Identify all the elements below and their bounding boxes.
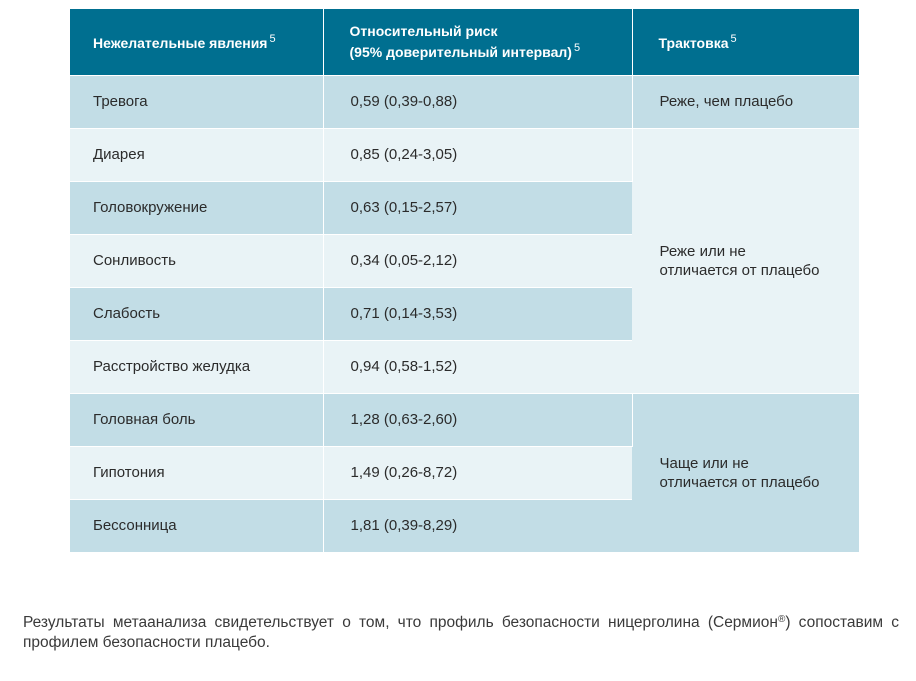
event-cell: Гипотония xyxy=(70,446,323,499)
header-interpretation: Трактовка $^5$ xyxy=(632,9,859,75)
header-adverse-events: Нежелательные явления $^5$ xyxy=(70,9,323,75)
header-ref: 5 xyxy=(269,33,276,46)
risk-cell: 1,81 (0,39-8,29) xyxy=(323,499,632,552)
event-cell: Слабость xyxy=(70,287,323,340)
event-cell: Головная боль xyxy=(70,393,323,446)
event-cell: Тревога xyxy=(70,75,323,128)
risk-cell: 0,63 (0,15-2,57) xyxy=(323,181,632,234)
registered-mark: ® xyxy=(777,614,786,625)
risk-cell: 0,59 (0,39-0,88) xyxy=(323,75,632,128)
risk-cell: 0,85 (0,24-3,05) xyxy=(323,128,632,181)
risk-cell: 1,49 (0,26-8,72) xyxy=(323,446,632,499)
risk-cell: 0,71 (0,14-3,53) xyxy=(323,287,632,340)
table-header-row xyxy=(70,9,859,75)
event-cell: Расстройство желудка xyxy=(70,340,323,393)
interpretation-cell-more-or-same: Чаще или не отличается от плацебо xyxy=(632,393,859,552)
event-cell: Диарея xyxy=(70,128,323,181)
table-row xyxy=(70,75,859,128)
adverse-events-table xyxy=(70,9,859,552)
table-row xyxy=(70,128,859,181)
risk-cell: 0,34 (0,05-2,12) xyxy=(323,234,632,287)
interpretation-cell-less: Реже, чем плацебо xyxy=(632,75,859,128)
header-ref: 5 xyxy=(730,33,737,46)
meta-analysis-conclusion: Результаты метаанализа свидетельствует о том, что профиль безопасности ницерголина (Сермион®) сопоставим с профилем безопасности плацебо. xyxy=(23,614,899,651)
event-cell: Головокружение xyxy=(70,181,323,234)
interpretation-cell-less-or-same: Реже или не отличается от плацебо xyxy=(632,128,859,393)
risk-cell: 1,28 (0,63-2,60) xyxy=(323,393,632,446)
table-row xyxy=(70,393,859,446)
event-cell: Сонливость xyxy=(70,234,323,287)
event-cell: Бессонница xyxy=(70,499,323,552)
header-ref: 5 xyxy=(573,41,581,54)
risk-cell: 0,94 (0,58-1,52) xyxy=(323,340,632,393)
header-relative-risk: Относительный риск (95% доверительный интервал) $^5$ xyxy=(323,9,632,75)
